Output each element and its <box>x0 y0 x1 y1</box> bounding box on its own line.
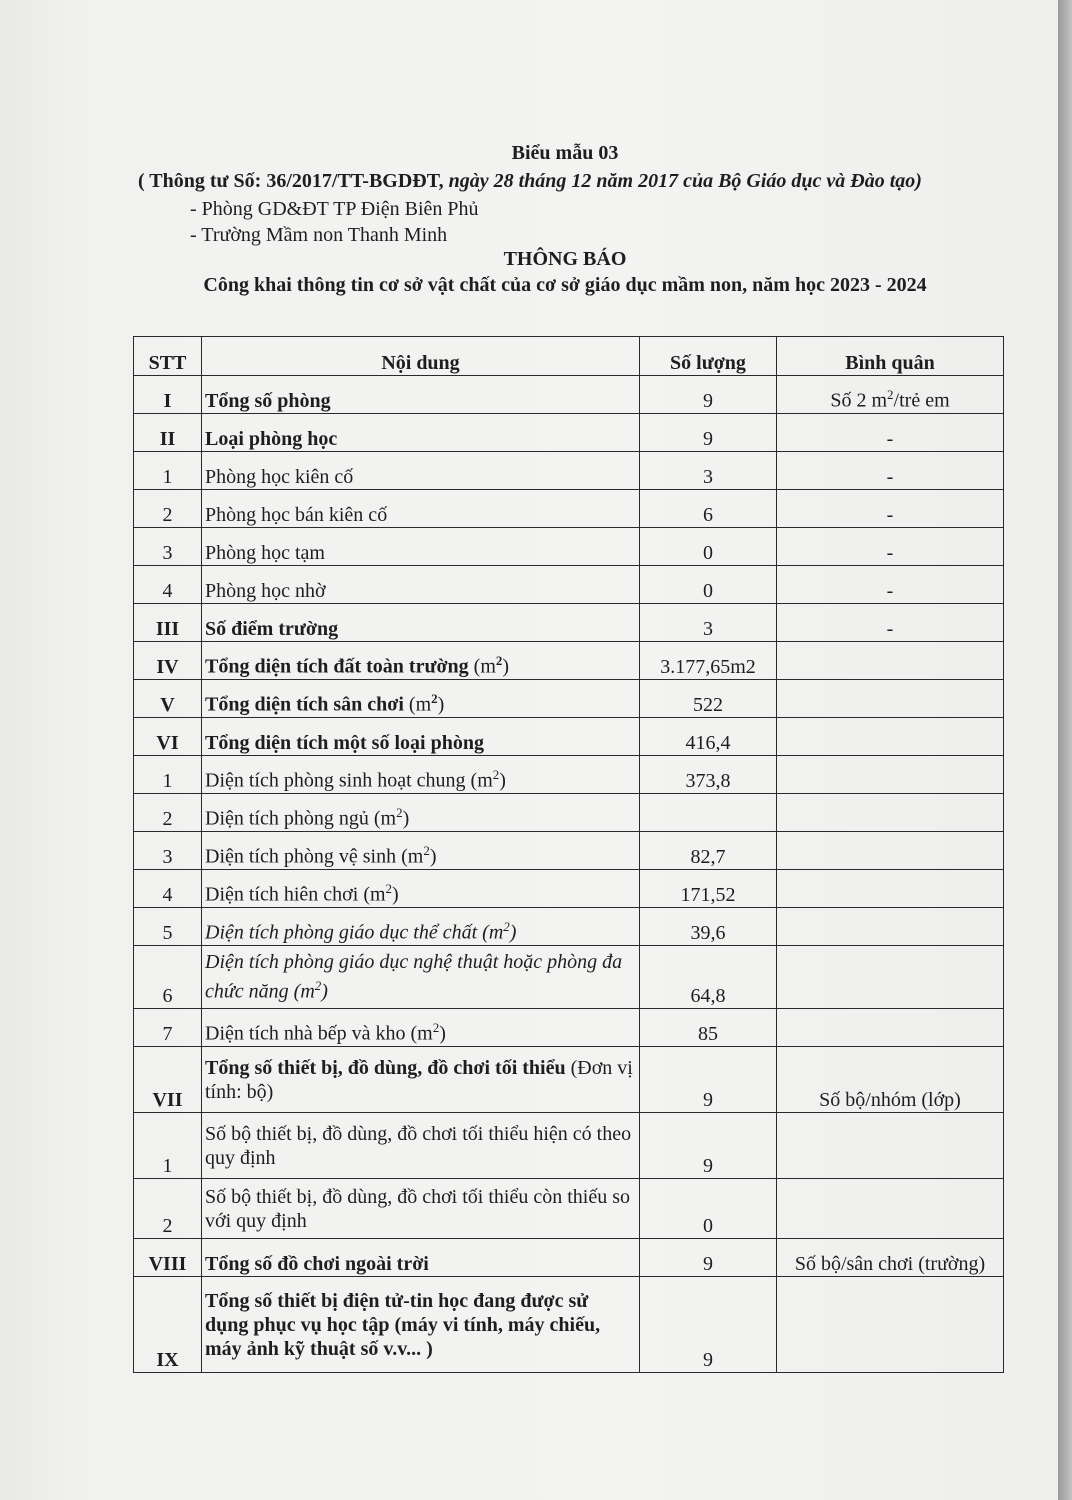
row-content-text: Diện tích nhà bếp và kho <box>205 1023 406 1045</box>
table-row <box>134 680 1004 718</box>
row-content-text: Tổng diện tích đất toàn trường <box>205 656 469 678</box>
row-unit-sup: 2 <box>423 843 430 859</box>
table-row <box>134 832 1004 870</box>
row-content-text: Số điểm trường <box>205 618 339 640</box>
row-content <box>202 1239 640 1277</box>
row-quantity: 82,7 <box>640 832 777 870</box>
row-average-sup: 2 <box>887 387 894 403</box>
row-content-text: Diện tích phòng giáo dục nghệ thuật hoặc phòng đa chức năng <box>205 951 623 1003</box>
table-row <box>134 1113 1004 1179</box>
row-content-text: Diện tích phòng giáo dục thể chất <box>205 922 478 944</box>
row-average <box>777 946 1004 1009</box>
row-content-extra: (Đơn vị tính: bộ) <box>205 1056 633 1103</box>
row-content-text: Phòng học bán kiên cố <box>205 504 388 526</box>
row-quantity: 3 <box>640 452 777 490</box>
table-row <box>134 566 1004 604</box>
row-unit-sup: 2 <box>396 805 403 821</box>
row-unit: (m <box>470 770 493 792</box>
row-quantity: 64,8 <box>640 946 777 1009</box>
table-row <box>134 756 1004 794</box>
row-content <box>202 604 640 642</box>
table-row <box>134 1239 1004 1277</box>
row-unit-close: ) <box>429 846 437 868</box>
row-content <box>202 680 640 718</box>
row-average <box>777 832 1004 870</box>
header-content: Nội dung <box>202 337 640 376</box>
row-stt: 4 <box>134 870 202 908</box>
table-row <box>134 908 1004 946</box>
row-unit-close: ) <box>439 1023 446 1045</box>
row-content-text: Số bộ thiết bị, đồ dùng, đồ chơi tối thiểu hiện có theo quy định <box>205 1122 632 1169</box>
row-content <box>202 794 640 832</box>
row-content-text: Loại phòng học <box>205 428 338 450</box>
row-quantity: 416,4 <box>640 718 777 756</box>
table-row <box>134 376 1004 414</box>
row-stt: IX <box>134 1277 202 1373</box>
row-content-text: Tổng số đồ chơi ngoài trời <box>205 1253 429 1275</box>
row-unit-close: ) <box>499 770 506 792</box>
row-unit: (m <box>482 922 504 944</box>
row-stt: 3 <box>134 832 202 870</box>
table-row <box>134 452 1004 490</box>
row-quantity: 171,52 <box>640 870 777 908</box>
row-content <box>202 642 640 680</box>
row-quantity: 9 <box>640 376 777 414</box>
table-row <box>134 1009 1004 1047</box>
table-row <box>134 642 1004 680</box>
row-unit-close: ) <box>321 980 328 1003</box>
school-line: - Trường Mầm non Thanh Minh <box>190 224 448 246</box>
row-content <box>202 946 640 1009</box>
row-content-text: Diện tích phòng ngủ <box>205 808 369 830</box>
row-unit-sup: 2 <box>314 978 322 994</box>
row-average: - <box>777 528 1004 566</box>
row-unit: (m <box>373 808 397 830</box>
row-content-text: Tổng số phòng <box>205 390 331 412</box>
row-quantity: 0 <box>640 1179 777 1239</box>
form-label: Biểu mẫu 03 <box>511 142 619 164</box>
row-average-text: Số 2 m <box>830 390 888 412</box>
row-average <box>777 1277 1004 1373</box>
row-stt: 2 <box>134 794 202 832</box>
row-stt: VI <box>134 718 202 756</box>
row-average <box>777 642 1004 680</box>
table-row <box>134 528 1004 566</box>
row-average <box>777 756 1004 794</box>
row-unit: (m <box>401 846 424 868</box>
table-row <box>134 870 1004 908</box>
row-unit: (m <box>410 1023 433 1045</box>
row-average-unit: /trẻ em <box>893 390 950 412</box>
row-stt: 1 <box>134 1113 202 1179</box>
row-average <box>777 680 1004 718</box>
row-quantity: 85 <box>640 1009 777 1047</box>
row-unit: (m <box>473 656 496 678</box>
row-content <box>202 832 640 870</box>
row-unit-sup: 2 <box>432 1020 440 1036</box>
row-stt: 7 <box>134 1009 202 1047</box>
row-content <box>202 870 640 908</box>
row-content <box>202 1047 640 1113</box>
row-unit-close: ) <box>392 884 399 906</box>
row-content-text: Diện tích phòng sinh hoạt chung <box>205 770 466 792</box>
row-stt: 1 <box>134 452 202 490</box>
circular-date: ngày 28 tháng 12 năm 2017 của Bộ Giáo dục và Đào tạo) <box>443 170 922 192</box>
row-content <box>202 414 640 452</box>
table-row <box>134 718 1004 756</box>
header-quantity: Số lượng <box>640 337 777 376</box>
table-row <box>134 1047 1004 1113</box>
notice-title: THÔNG BÁO <box>503 248 627 270</box>
row-average: - <box>777 490 1004 528</box>
row-unit-sup: 2 <box>431 691 438 707</box>
table-row <box>134 1179 1004 1239</box>
row-unit-sup: 2 <box>492 767 500 783</box>
row-unit-close: ) <box>502 656 510 678</box>
row-unit-close: ) <box>402 808 410 830</box>
row-stt: 6 <box>134 946 202 1009</box>
row-unit-close: ) <box>509 922 517 944</box>
row-content-text: Diện tích hiên chơi <box>205 884 359 906</box>
row-content <box>202 376 640 414</box>
page-edge <box>1058 0 1072 1500</box>
row-average: - <box>777 414 1004 452</box>
row-quantity: 6 <box>640 490 777 528</box>
row-average <box>777 718 1004 756</box>
row-content-text: Tổng diện tích sân chơi <box>205 694 404 716</box>
row-content-text: Phòng học kiên cố <box>205 466 354 488</box>
row-unit: (m <box>363 884 386 906</box>
row-content <box>202 566 640 604</box>
row-stt: 4 <box>134 566 202 604</box>
row-average <box>777 376 1004 414</box>
row-stt: II <box>134 414 202 452</box>
row-unit-close: ) <box>437 694 445 716</box>
header-stt: STT <box>134 337 202 376</box>
row-average <box>777 1179 1004 1239</box>
row-average <box>777 908 1004 946</box>
row-content <box>202 490 640 528</box>
row-content-text: Số bộ thiết bị, đồ dùng, đồ chơi tối thiểu còn thiếu so với quy định <box>205 1185 630 1232</box>
table-header-row <box>134 337 1004 376</box>
table-row <box>134 414 1004 452</box>
row-quantity: 9 <box>640 1113 777 1179</box>
row-content-text: Phòng học tạm <box>205 542 325 564</box>
row-average <box>777 870 1004 908</box>
row-stt: III <box>134 604 202 642</box>
row-quantity: 9 <box>640 414 777 452</box>
row-stt: 2 <box>134 1179 202 1239</box>
row-quantity <box>640 794 777 832</box>
row-average: - <box>777 604 1004 642</box>
row-stt: 1 <box>134 756 202 794</box>
row-content <box>202 718 640 756</box>
department-line: - Phòng GD&ĐT TP Điện Biên Phủ <box>190 198 479 220</box>
row-quantity: 0 <box>640 528 777 566</box>
row-quantity: 9 <box>640 1047 777 1113</box>
row-stt: VII <box>134 1047 202 1113</box>
row-quantity: 373,8 <box>640 756 777 794</box>
row-average <box>777 1009 1004 1047</box>
row-average: - <box>777 452 1004 490</box>
row-quantity: 9 <box>640 1239 777 1277</box>
row-average: Số bộ/nhóm (lớp) <box>777 1047 1004 1113</box>
row-quantity: 9 <box>640 1277 777 1373</box>
facilities-table <box>133 336 1004 1373</box>
row-stt: VIII <box>134 1239 202 1277</box>
row-content <box>202 528 640 566</box>
row-unit: (m <box>408 694 432 716</box>
header-average: Bình quân <box>777 337 1004 376</box>
row-stt: 2 <box>134 490 202 528</box>
row-stt: I <box>134 376 202 414</box>
row-quantity: 522 <box>640 680 777 718</box>
row-content <box>202 1277 640 1373</box>
notice-subtitle: Công khai thông tin cơ sở vật chất của cơ sở giáo dục mầm non, năm học 2023 - 2024 <box>203 274 927 296</box>
circular-reference <box>138 170 922 193</box>
row-average: Số bộ/sân chơi (trường) <box>777 1239 1004 1277</box>
table-body <box>134 376 1004 1373</box>
row-quantity: 39,6 <box>640 908 777 946</box>
row-average: - <box>777 566 1004 604</box>
row-content <box>202 452 640 490</box>
row-content-text: Tổng số thiết bị, đồ dùng, đồ chơi tối thiểu <box>205 1056 566 1079</box>
row-stt: 5 <box>134 908 202 946</box>
table-row <box>134 1277 1004 1373</box>
row-stt: IV <box>134 642 202 680</box>
row-content <box>202 908 640 946</box>
row-content <box>202 1009 640 1047</box>
table-row <box>134 946 1004 1009</box>
row-unit-sup: 2 <box>495 653 503 669</box>
circular-number: ( Thông tư Số: 36/2017/TT-BGDĐT, <box>138 170 444 192</box>
row-unit-sup: 2 <box>385 881 393 897</box>
row-unit-sup: 2 <box>503 919 510 935</box>
row-content <box>202 1179 640 1239</box>
row-content-text: Tổng diện tích một số loại phòng <box>205 732 484 754</box>
row-content-text: Phòng học nhờ <box>205 580 326 602</box>
row-average <box>777 794 1004 832</box>
row-average <box>777 1113 1004 1179</box>
row-unit: (m <box>293 980 315 1003</box>
row-content-text: Diện tích phòng vệ sinh <box>205 846 397 868</box>
table-row <box>134 794 1004 832</box>
row-quantity: 3.177,65m2 <box>640 642 777 680</box>
table-row <box>134 604 1004 642</box>
row-stt: 3 <box>134 528 202 566</box>
row-content <box>202 756 640 794</box>
row-quantity: 3 <box>640 604 777 642</box>
table-row <box>134 490 1004 528</box>
row-content <box>202 1113 640 1179</box>
row-quantity: 0 <box>640 566 777 604</box>
row-content-text: Tổng số thiết bị điện tử-tin học đang được sử dụng phục vụ học tập (máy vi tính, máy chiếu, máy ảnh kỹ thuật số v.v... ) <box>205 1289 601 1360</box>
row-stt: V <box>134 680 202 718</box>
